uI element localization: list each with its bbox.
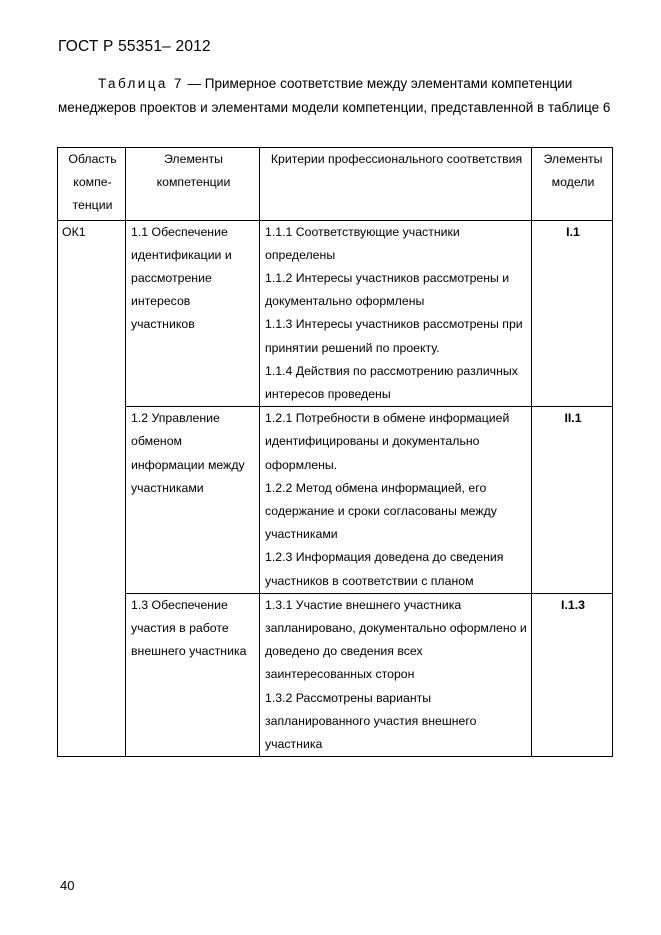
competence-element-cell: 1.2 Управление обменом информации между участниками: [126, 407, 260, 594]
competence-area-cell: ОК1: [58, 220, 126, 757]
competence-table: [57, 147, 613, 757]
criterion-item: 1.2.1 Потребности в обмене информацией идентифицированы и документально оформлены.: [265, 411, 510, 472]
criterion-item: 1.3.1 Участие внешнего участника запланировано, документально оформлено и доведено до сведения всех заинтересованных сторон: [265, 597, 527, 682]
model-element-cell: I.1: [532, 220, 613, 407]
criterion-item: 1.1.3 Интересы участников рассмотрены при принятии решений по проекту.: [265, 317, 523, 355]
criteria-cell: [260, 407, 532, 594]
document-standard-code: ГОСТ Р 55351– 2012: [58, 38, 211, 55]
table-row: [58, 407, 613, 594]
table-row: [58, 220, 613, 407]
col-header-criteria: Критерии профессионального соответствия: [260, 148, 532, 221]
table-caption: [58, 72, 612, 119]
table-row: [58, 593, 613, 756]
criterion-item: 1.2.3 Информация доведена до сведения участников в соответствии с планом: [265, 550, 504, 588]
criterion-item: 1.1.4 Действия по рассмотрению различных интересов проведены: [265, 363, 518, 402]
criterion-item: 1.3.2 Рассмотрены варианты запланированного участия внешнего участника: [265, 690, 477, 752]
caption-first-line: [58, 72, 612, 96]
caption-table-label: Таблица 7: [98, 76, 184, 91]
col-header-model: Элементы модели: [532, 148, 613, 221]
page-number: 40: [60, 878, 75, 893]
criteria-cell: [260, 220, 532, 407]
competence-element-cell: 1.3 Обеспечение участия в работе внешнего участника: [126, 593, 260, 756]
criterion-item: 1.2.2 Метод обмена информацией, его содержание и сроки согласованы между участниками: [265, 480, 497, 542]
criteria-cell: [260, 593, 532, 756]
criterion-item: 1.1.2 Интересы участников рассмотрены и документально оформлены: [265, 271, 510, 309]
caption-text-line1: — Примерное соответствие между элементами компетенции: [183, 76, 573, 91]
competence-element-cell: 1.1 Обеспечение идентификации и рассмотрение интересов участников: [126, 220, 260, 407]
model-element-cell: II.1: [532, 407, 613, 594]
table-header-row: [58, 148, 613, 221]
col-header-area: Область компе-тенции: [58, 148, 126, 221]
col-header-elements: Элементы компетенции: [126, 148, 260, 221]
model-element-cell: I.1.3: [532, 593, 613, 756]
criterion-item: 1.1.1 Соответствующие участники определены: [265, 224, 460, 262]
caption-text-rest: менеджеров проектов и элементами модели компетенции, представленной в таблице 6: [58, 99, 611, 115]
